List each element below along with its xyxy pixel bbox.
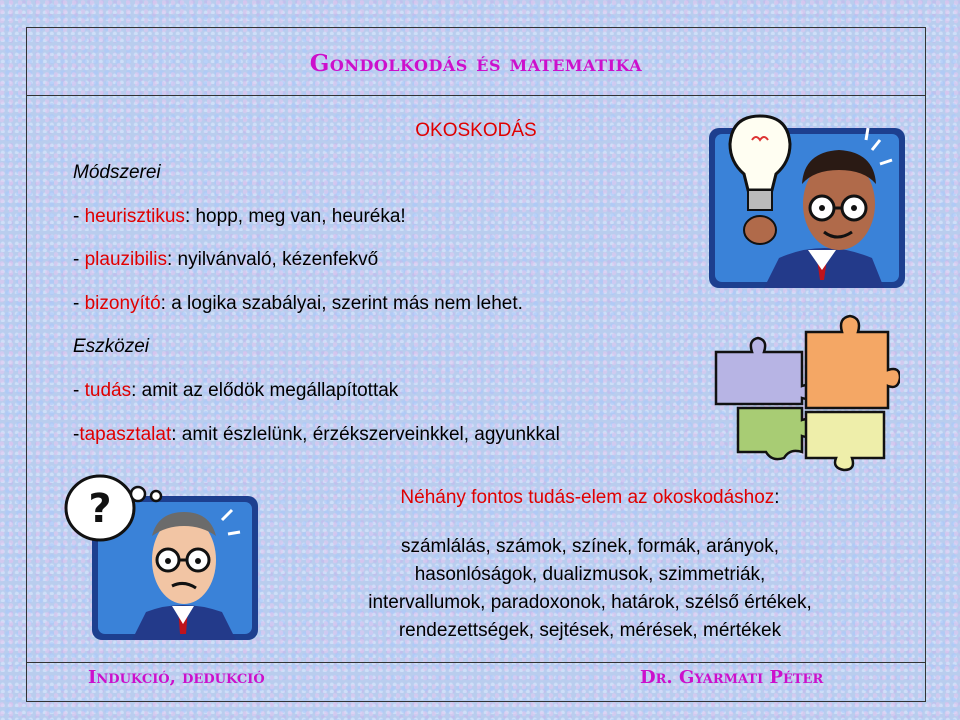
item-prefix: -: [73, 424, 80, 445]
important-heading-colon: :: [774, 487, 780, 508]
method-term: heurisztikus: [84, 206, 185, 227]
tool-desc: : amit észlelünk, érzékszerveinkkel, agyunkkal: [171, 424, 560, 445]
slide-title: Gondolkodás és matematika: [309, 50, 643, 77]
tool-item: [73, 380, 398, 402]
question-man-icon: [62, 474, 262, 642]
method-item: [73, 249, 378, 271]
item-prefix: -: [73, 380, 85, 401]
important-heading-text: Néhány fontos tudás-elem az okoskodáshoz: [400, 487, 775, 508]
method-desc: : nyilvánvaló, kézenfekvő: [166, 249, 379, 270]
footer-right: Dr. Gyarmati Péter: [640, 667, 824, 688]
method-desc: : a logika szabályai, szerint más nem lehet.: [160, 293, 523, 314]
tool-desc: : amit az elődök megállapítottak: [131, 380, 399, 401]
tool-term: tudás: [84, 380, 132, 401]
important-heading: [300, 487, 880, 509]
method-desc: : hopp, meg van, heuréka!: [184, 206, 406, 227]
footer-left: Indukció, dedukció: [88, 667, 265, 688]
svg-text:?: ?: [88, 486, 112, 532]
item-prefix: -: [73, 293, 85, 314]
method-item: [73, 293, 523, 315]
header-divider: [26, 95, 926, 96]
puzzle-icon: [712, 312, 900, 472]
footer-divider: [26, 662, 926, 663]
knowledge-line: hasonlóságok, dualizmusok, szimmetriák,: [414, 564, 766, 585]
section-heading: OKOSKODÁS: [415, 120, 537, 141]
method-term: plauzibilis: [84, 249, 167, 270]
knowledge-line: intervallumok, paradoxonok, határok, szélső értékek,: [368, 592, 812, 613]
tool-term: tapasztalat: [79, 424, 172, 445]
item-prefix: -: [73, 206, 85, 227]
method-term: bizonyító: [84, 293, 161, 314]
knowledge-list: [290, 533, 890, 645]
method-item: [73, 206, 406, 228]
knowledge-line: számlálás, számok, színek, formák, arányok,: [400, 536, 779, 557]
item-prefix: -: [73, 249, 85, 270]
tools-label: Eszközei: [73, 336, 150, 357]
knowledge-line: rendezettségek, sejtések, mérések, mértékek: [398, 620, 782, 641]
methods-label: Módszerei: [73, 162, 161, 183]
lightbulb-man-icon: [704, 110, 910, 290]
tool-item: [73, 424, 560, 446]
